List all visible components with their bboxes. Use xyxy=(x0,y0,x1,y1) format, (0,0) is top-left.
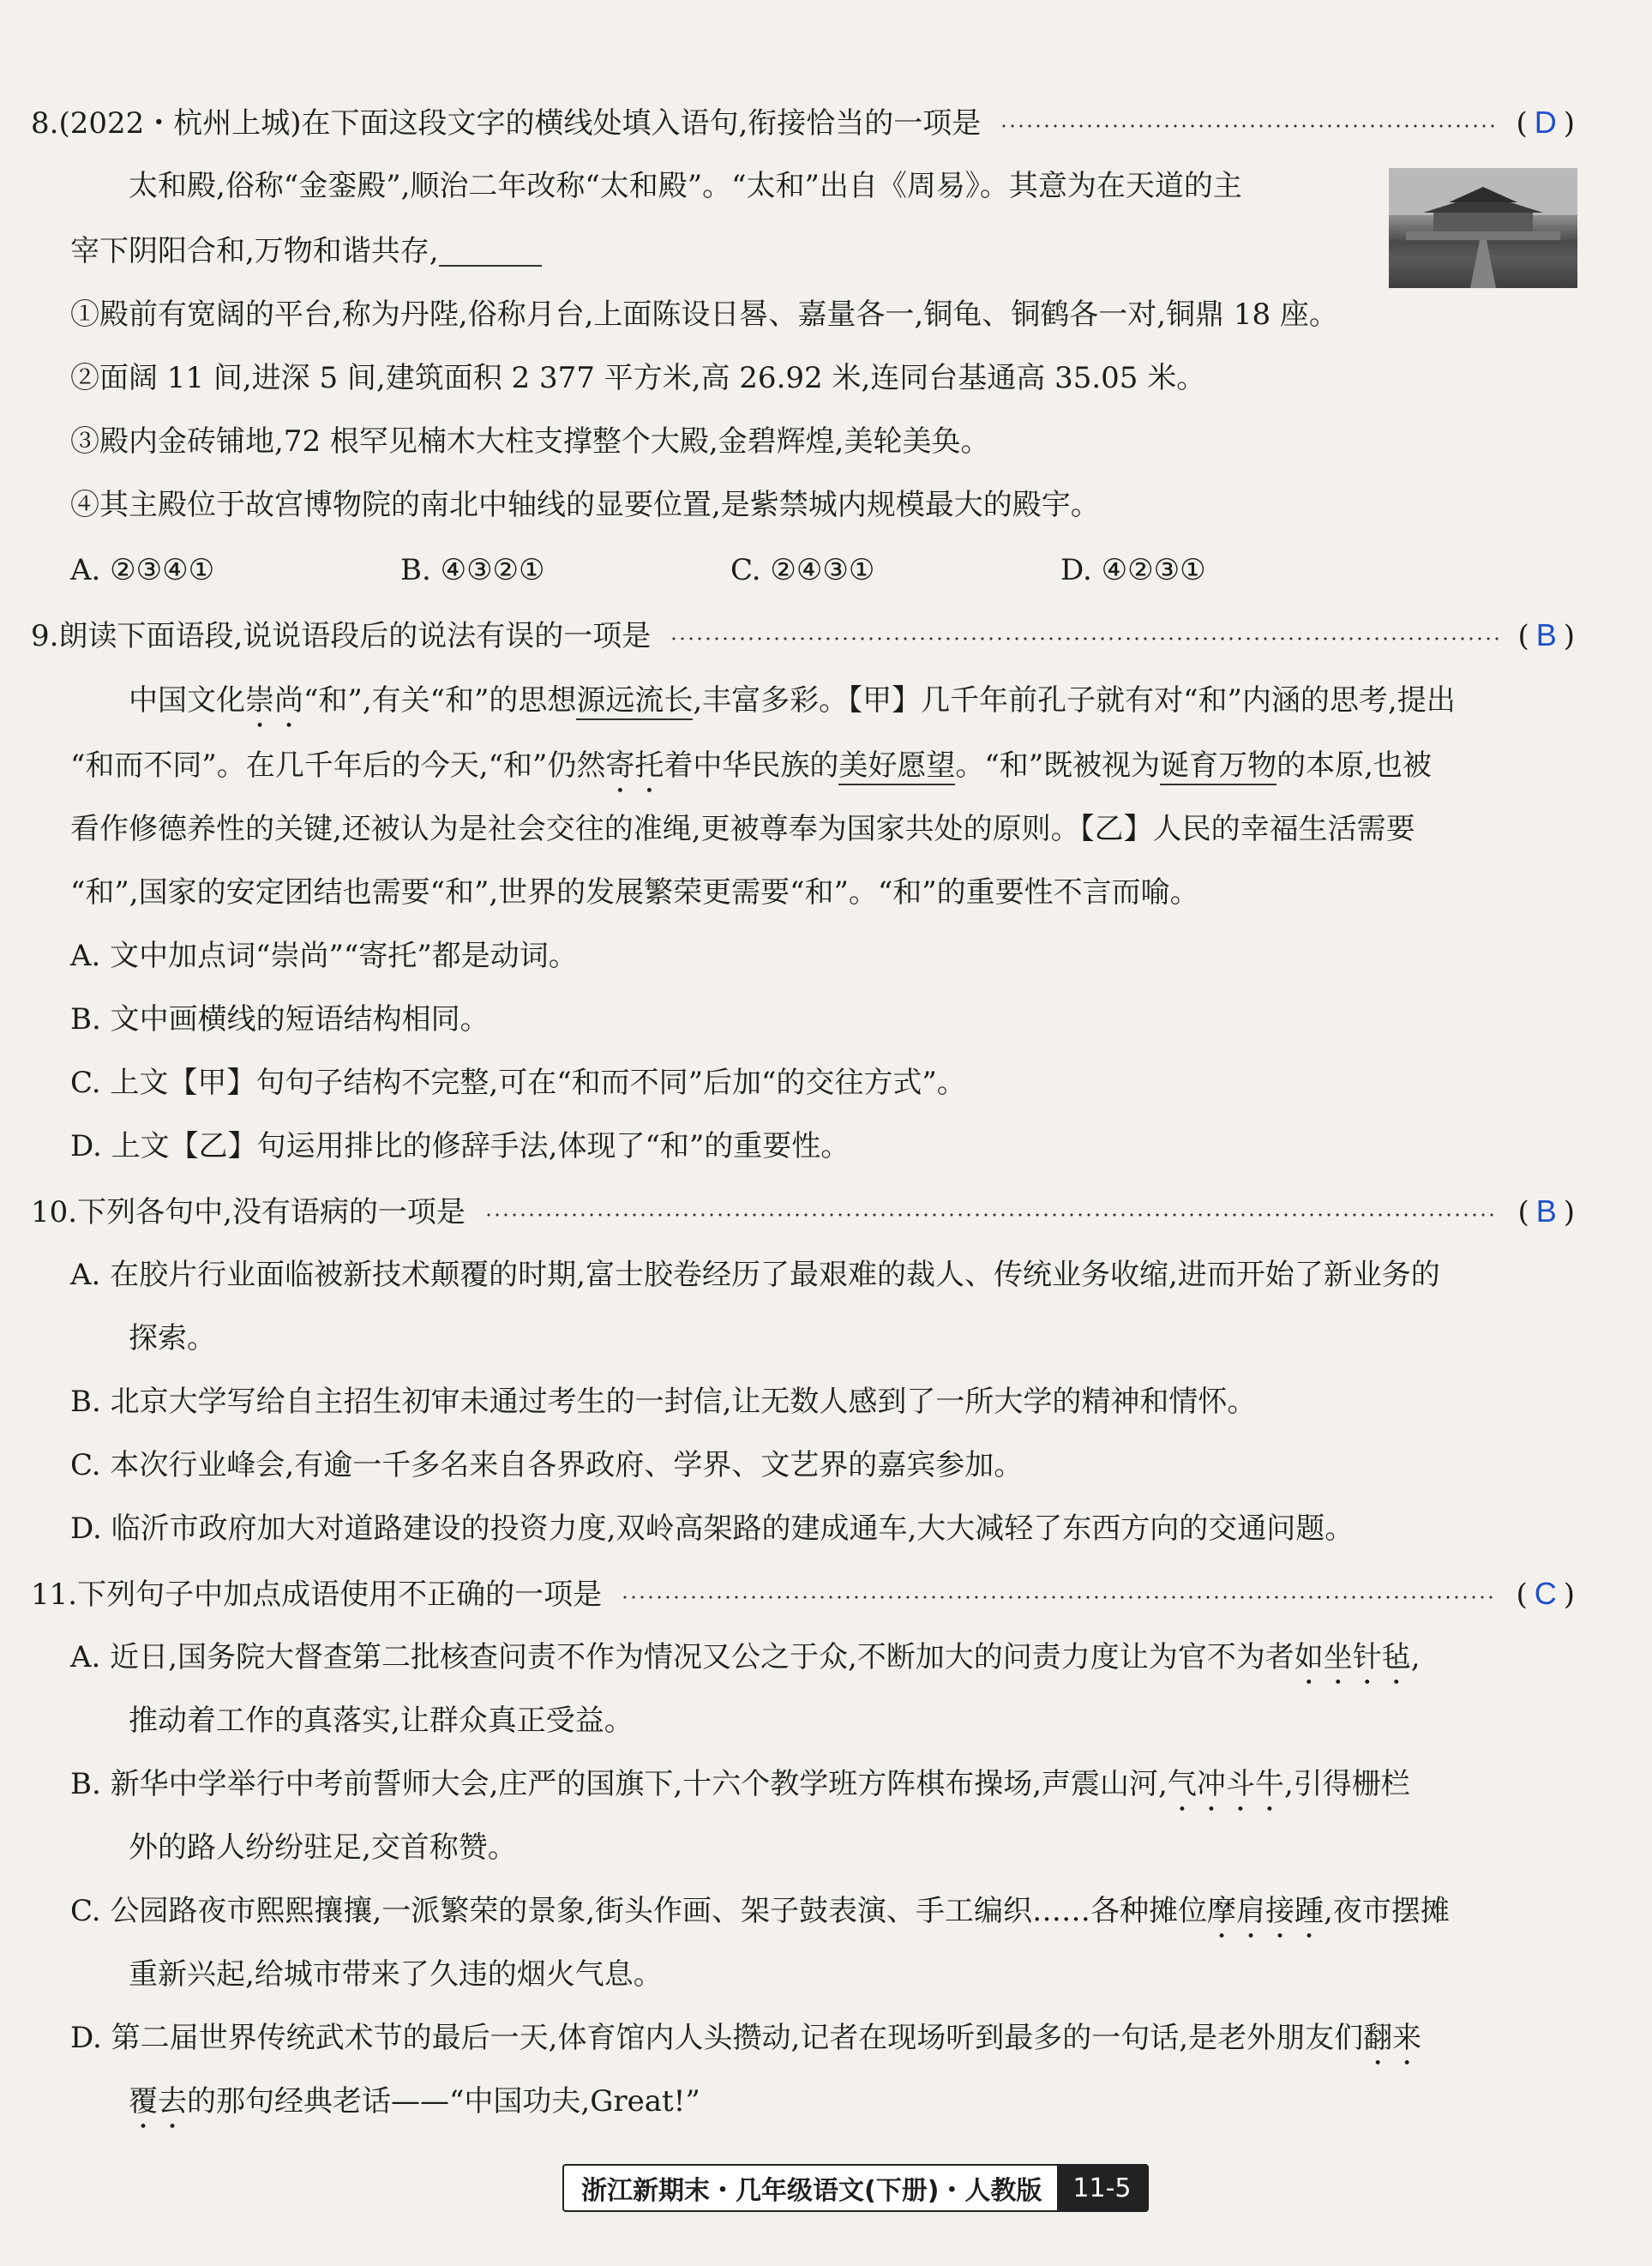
q9-stem: 9.朗读下面语段,说说语段后的说法有误的一项是 xyxy=(31,618,652,653)
q9-option-b[interactable]: B. 文中画横线的短语结构相同。 xyxy=(70,1002,490,1037)
q11-dotted-idiom-d-part2: 覆去 xyxy=(129,2084,187,2119)
q11-text: D. 第二届世界传统武术节的最后一天,体育馆内人头攒动,记者在现场听到最多的一句话,是老外朋友们 xyxy=(70,2021,1364,2055)
q9-dotted-word-jituo: 寄托 xyxy=(605,748,664,783)
q8-option-d[interactable]: D. ④②③① xyxy=(1060,553,1206,587)
q11-stem: 11.下列句子中加点成语使用不正确的一项是 xyxy=(31,1577,603,1612)
q8-sentence-1: ①殿前有宽阔的平台,称为丹陛,俗称月台,上面陈设日晷、嘉量各一,铜龟、铜鹤各一对,铜鼎 18 座。 xyxy=(70,298,1338,332)
q9-underlined-phrase-1: 源远流长 xyxy=(576,683,693,720)
footer-page-number: 11-5 xyxy=(1057,2166,1146,2210)
q9-leader-dots xyxy=(670,637,1499,640)
q8-option-b[interactable]: B. ④③②① xyxy=(400,553,545,587)
q11-option-a[interactable] xyxy=(70,1636,1652,1692)
q9-text: 中国文化 xyxy=(129,683,245,718)
q9-underlined-phrase-3: 诞育万物 xyxy=(1160,748,1277,785)
q10-answer-box: ( B ) xyxy=(1517,1193,1575,1229)
q8-leader-dots xyxy=(1000,124,1497,128)
q9-option-a[interactable]: A. 文中加点词“崇尚”“寄托”都是动词。 xyxy=(70,939,578,973)
q8-sentence-2: ②面阔 11 间,进深 5 间,建筑面积 2 377 平方米,高 26.92 米,连同台基通高 35.05 米。 xyxy=(70,361,1206,395)
q8-answer: D xyxy=(1534,105,1557,140)
q11-text: C. 公园路夜市熙熙攘攘,一派繁荣的景象,街头作画、架子鼓表演、手工编织……各种摊位 xyxy=(70,1894,1208,1928)
q11-stem-line xyxy=(31,1572,1575,1616)
q11-leader-dots xyxy=(621,1596,1497,1599)
q8-sentence-3: ③殿内金砖铺地,72 根罕见楠木大柱支撑整个大殿,金碧辉煌,美轮美奂。 xyxy=(70,424,990,459)
q9-underlined-phrase-2: 美好愿望 xyxy=(838,748,955,785)
q8-stem-line xyxy=(31,101,1575,145)
page-footer xyxy=(562,2164,1149,2212)
q9-text: ,丰富多彩。【甲】几千年前孔子就有对“和”内涵的思考,提出 xyxy=(693,683,1456,718)
q8-passage-text: 宰下阴阳合和,万物和谐共存, xyxy=(70,234,439,268)
q9-option-c[interactable]: C. 上文【甲】句句子结构不完整,可在“和而不同”后加“的交往方式”。 xyxy=(70,1066,966,1100)
q10-answer: B xyxy=(1535,1193,1557,1229)
q11-answer-box: ( C ) xyxy=(1516,1576,1575,1612)
q8-option-a[interactable]: A. ②③④① xyxy=(70,553,215,587)
q11-option-b-cont: 外的路人纷纷驻足,交首称赞。 xyxy=(129,1830,517,1865)
q11-option-b[interactable] xyxy=(70,1763,1652,1818)
q9-text: “和”,有关“和”的思想 xyxy=(303,683,577,718)
q11-option-d-cont xyxy=(129,2080,1652,2136)
q9-text: 。“和”既被视为 xyxy=(955,748,1161,783)
q11-text: ,夜市摆摊 xyxy=(1324,1894,1450,1928)
q9-passage-line-3: 看作修德养性的关键,还被认为是社会交往的准绳,更被尊奉为国家共处的原则。【乙】人民的幸福生活需要 xyxy=(70,812,1415,846)
q11-text: , xyxy=(1410,1640,1421,1674)
q10-leader-dots xyxy=(484,1213,1499,1217)
q10-option-a-cont: 探索。 xyxy=(129,1321,216,1355)
q8-option-c[interactable]: C. ②④③① xyxy=(730,553,875,587)
q8-blank-line xyxy=(439,239,542,267)
q8-passage-line-1: 太和殿,俗称“金銮殿”,顺治二年改称“太和殿”。“太和”出自《周易》。其意为在天道的主 xyxy=(129,169,1242,203)
q11-dotted-idiom-c: 摩肩接踵 xyxy=(1207,1894,1325,1928)
q8-stem: 8.(2022・杭州上城)在下面这段文字的横线处填入语句,衔接恰当的一项是 xyxy=(31,105,982,141)
q9-passage-line-4: “和”,国家的安定团结也需要“和”,世界的发展繁荣更需要“和”。“和”的重要性不言而喻。 xyxy=(70,875,1199,910)
q10-option-b[interactable]: B. 北京大学写给自主招生初审未通过考生的一封信,让无数人感到了一所大学的精神和情怀。 xyxy=(70,1385,1257,1419)
q10-option-a[interactable]: A. 在胶片行业面临被新技术颠覆的时期,富士胶卷经历了最艰难的裁人、传统业务收缩,进而开始了新业务的 xyxy=(70,1258,1440,1292)
q9-answer: B xyxy=(1535,617,1557,652)
q8-answer-box: ( D ) xyxy=(1516,105,1575,141)
q9-text: 的本原,也被 xyxy=(1277,748,1432,783)
q11-text: B. 新华中学举行中考前誓师大会,庄严的国旗下,十六个教学班方阵棋布操场,声震山河, xyxy=(70,1767,1168,1801)
taihe-palace-photo xyxy=(1389,168,1577,288)
q11-text: A. 近日,国务院大督查第二批核查问责不作为情况又公之于众,不断加大的问责力度让为官不为者 xyxy=(70,1640,1295,1674)
q8-options xyxy=(70,549,1652,592)
q11-option-d[interactable] xyxy=(70,2017,1652,2072)
q9-stem-line xyxy=(31,614,1575,658)
q9-answer-box: ( B ) xyxy=(1517,617,1575,653)
q11-text: 的那句经典老话——“中国功夫,Great!” xyxy=(187,2084,700,2119)
q11-answer: C xyxy=(1534,1576,1557,1611)
q10-option-d[interactable]: D. 临沂市政府加大对道路建设的投资力度,双岭高架路的建成通车,大大减轻了东西方向的交通问题。 xyxy=(70,1512,1355,1546)
q10-stem: 10.下列各句中,没有语病的一项是 xyxy=(31,1194,466,1229)
q10-option-c[interactable]: C. 本次行业峰会,有逾一千多名来自各界政府、学界、文艺界的嘉宾参加。 xyxy=(70,1448,1024,1482)
q11-option-c-cont: 重新兴起,给城市带来了久违的烟火气息。 xyxy=(129,1957,663,1992)
q9-text: “和而不同”。在几千年后的今天,“和”仍然 xyxy=(70,748,606,783)
q9-dotted-word-chongshang: 崇尚 xyxy=(245,683,303,718)
q10-stem-line xyxy=(31,1190,1575,1234)
q11-dotted-idiom-d-part1: 翻来 xyxy=(1363,2021,1422,2055)
q9-passage-line-2 xyxy=(70,744,1652,800)
q9-option-d[interactable]: D. 上文【乙】句运用排比的修辞手法,体现了“和”的重要性。 xyxy=(70,1129,850,1163)
q8-sentence-4: ④其主殿位于故宫博物院的南北中轴线的显要位置,是紫禁城内规模最大的殿宇。 xyxy=(70,488,1100,522)
q11-option-a-cont: 推动着工作的真落实,让群众真正受益。 xyxy=(129,1704,634,1738)
q11-text: ,引得栅栏 xyxy=(1283,1767,1410,1801)
q11-dotted-idiom-a: 如坐针毡 xyxy=(1294,1640,1411,1674)
q9-passage-line-1 xyxy=(129,679,1652,735)
q9-text: 着中华民族的 xyxy=(664,748,839,783)
q11-dotted-idiom-b: 气冲斗牛 xyxy=(1167,1767,1284,1801)
q11-option-c[interactable] xyxy=(70,1890,1652,1945)
footer-title: 浙江新期末・几年级语文(下册)・人教版 xyxy=(581,2176,1042,2206)
